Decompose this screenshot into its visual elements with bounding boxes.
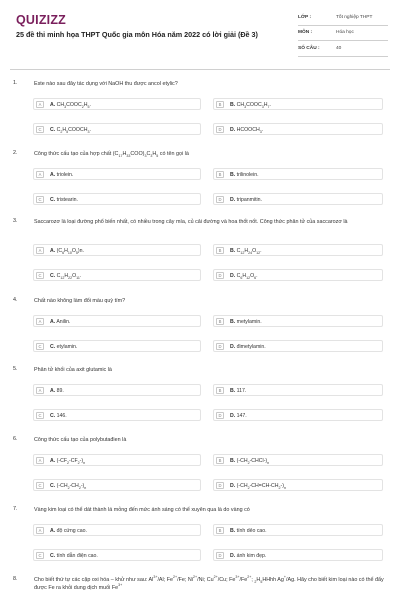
meta-row-class <box>298 10 388 26</box>
meta-key-class: LỚP : <box>298 14 312 20</box>
option-letter-badge: A <box>36 247 44 254</box>
question-text: Công thức cấu tạo của polybutađien là <box>34 437 127 443</box>
option-text: B. $(-CH_2-CHCl-)_n$ <box>230 457 270 465</box>
option-text: B. 117. <box>230 387 247 394</box>
question-number: 6. <box>13 436 18 442</box>
option-text: D. $(-CH_2-CH=CH-CH_2-)_n$ <box>230 482 287 490</box>
option-text: A. triolein. <box>50 171 74 178</box>
meta-value-subject: Hóa học <box>336 30 354 36</box>
option-letter-badge: B <box>216 247 224 254</box>
option-letter-badge: C <box>36 343 44 350</box>
option-text: C. etylamin. <box>50 343 78 350</box>
option-letter-badge: D <box>216 482 224 489</box>
option-letter-badge: A <box>36 387 44 394</box>
meta-value-class: Tốt nghiệp THPT <box>336 14 373 20</box>
question-number: 7. <box>13 506 18 512</box>
option-text: A. $(C_6H_{10}O_5)n$. <box>50 247 84 255</box>
option-text: A. độ cứng cao. <box>50 527 87 534</box>
option-text: B. $C_{12}H_{24}O_{12}$. <box>230 247 262 255</box>
quizizz-logo: QUIZIZZ <box>16 13 67 27</box>
option-letter-badge: A <box>36 101 44 108</box>
option-text: C. tính dẫn điện cao. <box>50 552 98 559</box>
option-letter-badge: A <box>36 527 44 534</box>
option-text: D. ánh kim đẹp. <box>230 552 267 559</box>
meta-value-question-count: 40 <box>336 45 342 51</box>
option-letter-badge: D <box>216 552 224 559</box>
option-text: D. $C_6H_{12}O_6$. <box>230 272 258 280</box>
answer-option-a[interactable] <box>33 168 201 180</box>
option-letter-badge: B <box>216 387 224 394</box>
answer-option-d[interactable] <box>213 123 383 135</box>
answer-option-b[interactable] <box>213 168 383 180</box>
worksheet-title: 25 đề thi minh họa THPT Quốc gia môn Hóa năm 2022 có lời giải (Đề 3) <box>16 30 258 39</box>
answer-option-a[interactable] <box>33 98 201 110</box>
worksheet-header <box>0 0 400 68</box>
option-letter-badge: B <box>216 171 224 178</box>
question-number: 8. <box>13 576 18 582</box>
option-text: A. 89. <box>50 387 64 394</box>
question-text: Công thức cấu tạo của hợp chất $(C_{17}H_{33}COO)_3C_3H_5$ có tên gọi là <box>34 151 189 159</box>
question-number: 5. <box>13 366 18 372</box>
question-text: Chất nào không làm đổi màu quỳ tím? <box>34 298 126 304</box>
option-text: D. đimetylamin. <box>230 343 266 350</box>
question-number: 4. <box>13 297 18 303</box>
answer-option-b[interactable] <box>213 98 383 110</box>
option-text: C. $(-CH_2-CH_2-)_n$ <box>50 482 87 490</box>
option-text: B. trilinolein. <box>230 171 259 178</box>
option-text: C. tristearin. <box>50 196 78 203</box>
answer-option-c[interactable] <box>33 409 201 421</box>
meta-key-question-count: SỐ CÂU : <box>298 45 320 51</box>
answer-option-b[interactable] <box>213 454 383 466</box>
answer-option-b[interactable] <box>213 384 383 396</box>
answer-option-d[interactable] <box>213 340 383 352</box>
option-letter-badge: B <box>216 527 224 534</box>
option-letter-badge: C <box>36 196 44 203</box>
option-text: B. tính dẻo cao. <box>230 527 267 534</box>
option-letter-badge: A <box>36 171 44 178</box>
answer-option-a[interactable] <box>33 454 201 466</box>
option-text: C. $C_{12}H_{22}O_{11}$. <box>50 272 82 280</box>
answer-option-d[interactable] <box>213 549 383 561</box>
answer-option-c[interactable] <box>33 193 201 205</box>
option-letter-badge: D <box>216 126 224 133</box>
option-letter-badge: C <box>36 482 44 489</box>
option-text: D. $HCOOCH_3$. <box>230 126 264 134</box>
answer-option-a[interactable] <box>33 524 201 536</box>
question-number: 3. <box>13 218 18 224</box>
question-text: Este nào sau đây tác dụng với NaOH thu được ancol etylic? <box>34 81 178 87</box>
option-letter-badge: D <box>216 343 224 350</box>
question-number: 2. <box>13 150 18 156</box>
meta-row-question-count <box>298 41 388 57</box>
answer-option-b[interactable] <box>213 315 383 327</box>
option-text: A. $(-CF_2-CF_2-)_n$ <box>50 457 86 465</box>
answer-option-c[interactable] <box>33 123 201 135</box>
option-letter-badge: D <box>216 272 224 279</box>
answer-option-a[interactable] <box>33 315 201 327</box>
option-letter-badge: C <box>36 412 44 419</box>
answer-option-c[interactable] <box>33 340 201 352</box>
option-letter-badge: B <box>216 318 224 325</box>
answer-option-c[interactable] <box>33 549 201 561</box>
answer-option-c[interactable] <box>33 269 201 281</box>
option-letter-badge: D <box>216 196 224 203</box>
answer-option-d[interactable] <box>213 479 383 491</box>
question-text: Vàng kim loại có thể dát thành lá mỏng đến mức ánh sáng có thể xuyên qua là do vàng có <box>34 507 250 513</box>
option-text: A. $CH_3COOC_2H_5$. <box>50 101 91 109</box>
option-letter-badge: D <box>216 412 224 419</box>
question-text: Cho biết thứ tự các cặp oxi hóa – khử như sau: $Al^{3+}/Al$; $Fe^{2+}/Fe$; $Ni^{2+}/Ni$; $Cu^{2+}/Cu$; $Fe^{3+}/Fe^{2+}$; $_2H_5HHhh$ Ag+/Ag. Hãy cho biết kim loại nào có thể đẩy được Fe ra khỏi dung dịch muối $Fe^{3+}$ <box>34 575 384 591</box>
answer-option-d[interactable] <box>213 269 383 281</box>
answer-option-a[interactable] <box>33 244 201 256</box>
answer-option-b[interactable] <box>213 524 383 536</box>
meta-key-subject: MÔN : <box>298 30 313 36</box>
answer-option-a[interactable] <box>33 384 201 396</box>
question-text: Saccarozơ là loại đường phổ biến nhất, có nhiều trong cây mía, củ cải đường và hoa thốt nốt. Công thức phân tử của saccarozơ là <box>34 219 348 225</box>
option-letter-badge: C <box>36 552 44 559</box>
answer-option-d[interactable] <box>213 193 383 205</box>
option-letter-badge: A <box>36 457 44 464</box>
answer-option-b[interactable] <box>213 244 383 256</box>
option-letter-badge: C <box>36 126 44 133</box>
question-number: 1. <box>13 80 18 86</box>
option-text: B. metylamin. <box>230 318 262 325</box>
question-text: Phân tử khối của axit glutamic là <box>34 367 112 373</box>
header-divider <box>10 69 390 70</box>
option-letter-badge: B <box>216 101 224 108</box>
option-text: D. 147. <box>230 412 247 419</box>
option-text: D. tripanmitin. <box>230 196 262 203</box>
answer-option-c[interactable] <box>33 479 201 491</box>
option-text: B. $CH_3COOC_3H_7$. <box>230 101 271 109</box>
option-text: C. 146. <box>50 412 67 419</box>
option-text: C. $C_2H_5COOCH_3$. <box>50 126 91 134</box>
option-letter-badge: B <box>216 457 224 464</box>
meta-row-subject <box>298 26 388 42</box>
option-text: A. Anilin. <box>50 318 71 325</box>
answer-option-d[interactable] <box>213 409 383 421</box>
worksheet-meta <box>298 10 388 57</box>
option-letter-badge: C <box>36 272 44 279</box>
option-letter-badge: A <box>36 318 44 325</box>
